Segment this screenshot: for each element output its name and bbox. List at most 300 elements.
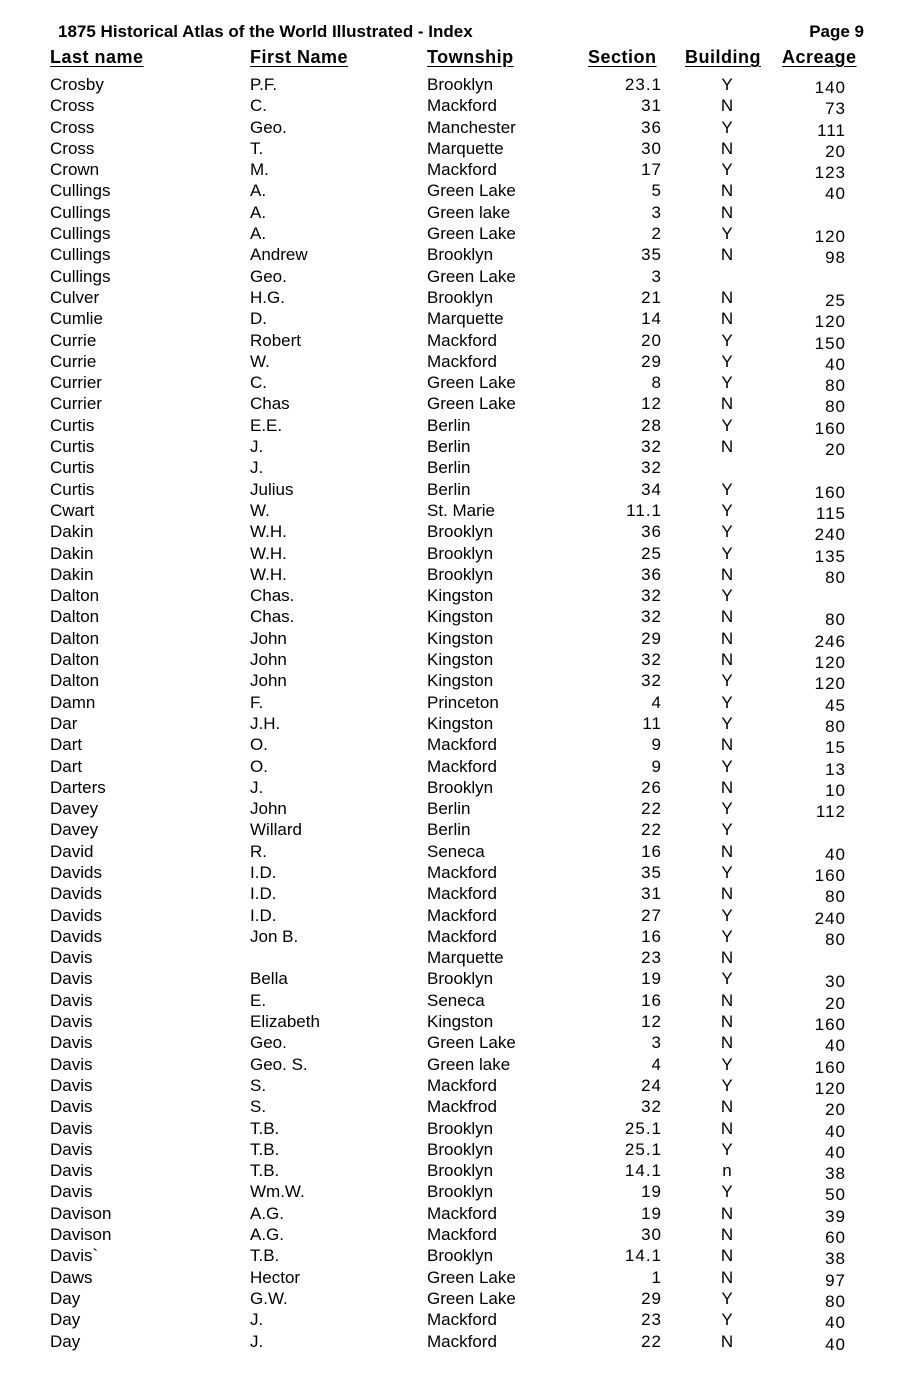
header-last-name: Last name [50, 47, 144, 67]
last-name-cell: Cullings [50, 245, 111, 265]
acreage-cell: 80 [825, 887, 846, 907]
first-name-cell: A.G. [250, 1225, 285, 1245]
last-name-cell: Davison [50, 1225, 112, 1245]
building-cell: N [720, 990, 734, 1010]
acreage-cell: 13 [825, 759, 846, 779]
building-cell: Y [721, 1182, 733, 1202]
acreage-cell: 115 [815, 503, 846, 523]
building-cell: N [720, 1331, 734, 1351]
column-headers [0, 47, 907, 71]
acreage-cell: 120 [814, 227, 846, 247]
section-cell: 36 [641, 117, 662, 137]
acreage-cell: 73 [825, 99, 846, 119]
building-cell: Y [721, 713, 733, 733]
section-cell: 32 [641, 1097, 662, 1117]
last-name-cell: Davis [50, 1054, 93, 1074]
township-cell: Kingston [427, 713, 494, 733]
first-name-cell: J. [250, 458, 264, 478]
table-row [0, 564, 907, 585]
table-row [0, 330, 907, 351]
section-cell: 12 [641, 394, 662, 414]
building-cell: N [720, 1267, 734, 1287]
acreage-cell: 240 [814, 908, 846, 928]
last-name-cell: Davis [50, 1075, 93, 1095]
building-cell: N [720, 181, 734, 201]
acreage-cell: 123 [814, 163, 846, 183]
section-cell: 30 [641, 1225, 662, 1245]
table-row [0, 1288, 907, 1309]
acreage-cell: 38 [825, 1164, 846, 1184]
table-row [0, 1181, 907, 1205]
first-name-cell: J. [250, 1310, 264, 1330]
building-cell: N [720, 202, 734, 222]
first-name-cell: C. [250, 96, 267, 116]
table-row [0, 1331, 907, 1352]
building-cell: Y [721, 160, 733, 180]
first-name-cell: E.E. [250, 415, 283, 435]
section-cell: 23.1 [624, 75, 662, 94]
table-row [0, 308, 907, 332]
township-cell: Kingston [427, 628, 494, 648]
section-cell: 3 [651, 202, 662, 222]
last-name-cell: Daws [50, 1267, 93, 1287]
acreage-cell: 20 [825, 993, 846, 1013]
township-cell: Berlin [427, 437, 471, 457]
township-cell: St. Marie [427, 500, 496, 520]
building-cell: Y [721, 543, 733, 563]
acreage-cell: 98 [825, 248, 846, 268]
building-cell: Y [721, 926, 733, 946]
first-name-cell: John [250, 799, 287, 819]
acreage-cell: 160 [814, 1015, 846, 1035]
first-name-cell: E. [250, 990, 267, 1010]
first-name-cell: Robert [250, 330, 302, 350]
table-row [0, 180, 907, 204]
acreage-cell: 160 [814, 1057, 846, 1077]
building-cell: N [720, 564, 734, 584]
last-name-cell: Curtis [50, 479, 95, 499]
township-cell: Mackford [427, 1203, 497, 1223]
township-cell: Brooklyn [427, 1182, 494, 1202]
section-cell: 22 [641, 799, 662, 819]
first-name-cell: Geo. [250, 1033, 287, 1053]
township-cell: Berlin [427, 415, 471, 435]
building-cell: n [722, 1161, 732, 1181]
acreage-cell: 38 [825, 1249, 846, 1269]
acreage-cell: 80 [825, 610, 846, 630]
section-cell: 16 [641, 926, 662, 946]
table-row [0, 223, 907, 247]
building-cell: Y [721, 671, 733, 691]
table-row [0, 372, 907, 396]
first-name-cell: Hector [250, 1267, 301, 1287]
township-cell: Kingston [427, 607, 494, 627]
acreage-cell: 39 [825, 1206, 846, 1226]
building-cell: Y [721, 862, 733, 882]
acreage-cell: 45 [825, 695, 846, 715]
acreage-cell: 80 [825, 1291, 846, 1311]
last-name-cell: Dar [50, 713, 78, 733]
township-cell: Berlin [427, 820, 471, 840]
section-cell: 19 [641, 1182, 662, 1202]
last-name-cell: Day [50, 1331, 81, 1351]
township-cell: Berlin [427, 479, 471, 499]
first-name-cell: Geo. S. [250, 1054, 308, 1074]
township-cell: Manchester [427, 117, 516, 137]
township-cell: Kingston [427, 671, 494, 691]
page-number: Page 9 [809, 22, 864, 41]
acreage-cell: 40 [825, 1121, 846, 1141]
building-cell: Y [721, 117, 733, 137]
section-cell: 35 [641, 862, 662, 882]
building-cell: Y [721, 415, 733, 435]
acreage-cell: 120 [814, 674, 846, 694]
header-building: Building [685, 47, 761, 67]
acreage-cell: 160 [814, 418, 846, 438]
acreage-cell: 135 [814, 546, 846, 566]
acreage-cell: 20 [825, 141, 846, 161]
township-cell: Green lake [427, 202, 511, 222]
table-row [0, 713, 907, 734]
last-name-cell: Dalton [50, 628, 100, 648]
first-name-cell: T.B. [250, 1161, 280, 1181]
first-name-cell: Andrew [250, 245, 308, 265]
acreage-cell: 50 [825, 1185, 846, 1205]
building-cell: Y [721, 75, 733, 94]
first-name-cell: Bella [250, 969, 288, 989]
township-cell: Mackford [427, 1331, 497, 1351]
table-row [0, 159, 907, 183]
table-row [0, 692, 907, 713]
table-row [0, 606, 907, 630]
township-cell: Brooklyn [427, 75, 494, 94]
last-name-cell: Davis [50, 948, 93, 968]
section-cell: 29 [641, 628, 662, 648]
township-cell: Green Lake [427, 181, 516, 201]
table-row [0, 670, 907, 694]
last-name-cell: Davis [50, 1139, 93, 1159]
township-cell: Brooklyn [427, 969, 494, 989]
acreage-cell: 60 [825, 1228, 846, 1248]
building-cell: N [720, 1246, 734, 1266]
last-name-cell: Darters [50, 777, 106, 797]
township-cell: Berlin [427, 799, 471, 819]
acreage-cell: 40 [825, 844, 846, 864]
township-cell: Mackford [427, 756, 497, 776]
building-cell: N [720, 96, 734, 116]
last-name-cell: Cross [50, 117, 95, 137]
acreage-cell: 120 [814, 1078, 846, 1098]
table-row [0, 1309, 907, 1333]
township-cell: Green Lake [427, 373, 516, 393]
header-acreage: Acreage [782, 47, 857, 67]
first-name-cell: D. [250, 309, 267, 329]
acreage-cell: 112 [815, 802, 846, 822]
building-cell: N [720, 1012, 734, 1032]
township-cell: Brooklyn [427, 1139, 494, 1159]
township-cell: Brooklyn [427, 522, 494, 542]
index-table-body [0, 74, 907, 1352]
section-cell: 11 [642, 713, 662, 733]
section-cell: 26 [641, 777, 662, 797]
section-cell: 16 [641, 990, 662, 1010]
last-name-cell: Day [50, 1310, 81, 1330]
last-name-cell: David [50, 841, 94, 861]
first-name-cell: A. [250, 181, 267, 201]
table-row [0, 862, 907, 883]
building-cell: N [720, 437, 734, 457]
last-name-cell: Davis [50, 1182, 93, 1202]
building-cell: N [720, 245, 734, 265]
section-cell: 3 [651, 1033, 662, 1053]
last-name-cell: Dalton [50, 671, 100, 691]
table-row [0, 947, 907, 968]
section-cell: 36 [641, 522, 662, 542]
section-cell: 22 [641, 820, 662, 840]
table-row [0, 457, 907, 478]
table-row [0, 1267, 907, 1288]
section-cell: 32 [641, 586, 662, 606]
section-cell: 1 [651, 1267, 662, 1287]
acreage-cell: 160 [814, 482, 846, 502]
acreage-cell: 40 [825, 184, 846, 204]
section-cell: 9 [651, 756, 662, 776]
last-name-cell: Davis [50, 1033, 93, 1053]
last-name-cell: Dakin [50, 564, 94, 584]
township-cell: Kingston [427, 650, 494, 670]
table-row [0, 1096, 907, 1120]
township-cell: Mackford [427, 905, 497, 925]
section-cell: 29 [641, 351, 662, 371]
first-name-cell: A. [250, 224, 267, 244]
first-name-cell: I.D. [250, 884, 277, 904]
acreage-cell: 120 [814, 312, 846, 332]
township-cell: Green Lake [427, 266, 516, 286]
acreage-cell: 80 [825, 567, 846, 587]
table-row [0, 1139, 907, 1160]
township-cell: Mackford [427, 926, 497, 946]
last-name-cell: Davids [50, 905, 102, 925]
first-name-cell: Willard [250, 820, 302, 840]
table-row [0, 1118, 907, 1139]
acreage-cell: 140 [814, 78, 846, 97]
first-name-cell: A. [250, 202, 267, 222]
township-cell: Brooklyn [427, 287, 494, 307]
table-row [0, 819, 907, 840]
last-name-cell: Davids [50, 926, 102, 946]
acreage-cell: 111 [817, 120, 846, 140]
last-name-cell: Crosby [50, 75, 104, 94]
building-cell: Y [721, 1139, 733, 1159]
building-cell: Y [721, 522, 733, 542]
township-cell: Mackford [427, 884, 497, 904]
acreage-cell: 97 [825, 1270, 846, 1290]
first-name-cell: Chas. [250, 586, 295, 606]
building-cell: N [720, 1203, 734, 1223]
last-name-cell: Dalton [50, 607, 100, 627]
building-cell: Y [721, 820, 733, 840]
acreage-cell: 80 [825, 716, 846, 736]
section-cell: 20 [641, 330, 662, 350]
table-row [0, 1203, 907, 1224]
building-cell: N [720, 841, 734, 861]
township-cell: Mackford [427, 735, 497, 755]
township-cell: Green lake [427, 1054, 511, 1074]
building-cell: N [720, 1225, 734, 1245]
building-cell: Y [721, 373, 733, 393]
first-name-cell: Wm.W. [250, 1182, 305, 1202]
header-section: Section [588, 47, 657, 67]
acreage-cell: 30 [825, 972, 846, 992]
page-title: 1875 Historical Atlas of the World Illustrated - Index [58, 22, 473, 41]
section-cell: 9 [651, 735, 662, 755]
section-cell: 22 [641, 1331, 662, 1351]
building-cell: N [720, 628, 734, 648]
last-name-cell: Cross [50, 138, 95, 158]
building-cell: Y [721, 756, 733, 776]
section-cell: 25.1 [624, 1139, 662, 1159]
first-name-cell: C. [250, 373, 267, 393]
last-name-cell: Currie [50, 330, 97, 350]
acreage-cell: 240 [814, 525, 846, 545]
section-cell: 2 [651, 224, 662, 244]
first-name-cell: S. [250, 1075, 267, 1095]
township-cell: Green Lake [427, 1267, 516, 1287]
table-row [0, 905, 907, 926]
table-row [0, 798, 907, 822]
building-cell: Y [721, 330, 733, 350]
building-cell: N [720, 394, 734, 414]
section-cell: 5 [651, 181, 662, 201]
section-cell: 21 [641, 287, 662, 307]
building-cell: Y [721, 1310, 733, 1330]
last-name-cell: Cullings [50, 266, 111, 286]
last-name-cell: Dalton [50, 586, 100, 606]
acreage-cell: 40 [825, 1036, 846, 1056]
table-row [0, 393, 907, 417]
township-cell: Kingston [427, 1012, 494, 1032]
building-cell: N [720, 1097, 734, 1117]
last-name-cell: Davis [50, 990, 93, 1010]
section-cell: 32 [641, 437, 662, 457]
first-name-cell: S. [250, 1097, 267, 1117]
last-name-cell: Dakin [50, 543, 94, 563]
township-cell: Mackford [427, 862, 497, 882]
building-cell: Y [721, 905, 733, 925]
acreage-cell: 20 [825, 1100, 846, 1120]
last-name-cell: Damn [50, 692, 96, 712]
section-cell: 23 [641, 1310, 662, 1330]
township-cell: Mackfrod [427, 1097, 497, 1117]
last-name-cell: Davids [50, 884, 102, 904]
acreage-cell: 80 [825, 376, 846, 396]
township-cell: Green Lake [427, 1288, 516, 1308]
section-cell: 25.1 [624, 1118, 662, 1138]
last-name-cell: Davison [50, 1203, 112, 1223]
first-name-cell: J. [250, 777, 264, 797]
first-name-cell: J.H. [250, 713, 281, 733]
section-cell: 14.1 [624, 1246, 662, 1266]
section-cell: 31 [641, 884, 662, 904]
last-name-cell: Davey [50, 799, 99, 819]
first-name-cell: W. [250, 351, 270, 371]
last-name-cell: Cwart [50, 500, 95, 520]
first-name-cell: J. [250, 437, 264, 457]
acreage-cell: 40 [825, 1334, 846, 1354]
township-cell: Mackford [427, 351, 497, 371]
last-name-cell: Davis [50, 969, 93, 989]
last-name-cell: Curtis [50, 415, 95, 435]
table-row [0, 756, 907, 777]
header-first-name: First Name [250, 47, 349, 67]
building-cell: Y [721, 586, 733, 606]
table-row [0, 74, 907, 95]
last-name-cell: Cullings [50, 224, 111, 244]
last-name-cell: Davis [50, 1012, 93, 1032]
table-row [0, 500, 907, 521]
building-cell: Y [721, 224, 733, 244]
acreage-cell: 120 [814, 653, 846, 673]
last-name-cell: Davey [50, 820, 99, 840]
building-cell: N [720, 884, 734, 904]
township-cell: Brooklyn [427, 543, 494, 563]
building-cell: Y [721, 1288, 733, 1308]
table-row [0, 649, 907, 673]
first-name-cell: W.H. [250, 543, 287, 563]
table-row [0, 1075, 907, 1096]
section-cell: 19 [641, 1203, 662, 1223]
building-cell: Y [721, 799, 733, 819]
last-name-cell: Currie [50, 351, 97, 371]
township-cell: Mackford [427, 330, 497, 350]
last-name-cell: Davids [50, 862, 102, 882]
building-cell: N [720, 1033, 734, 1053]
township-cell: Brooklyn [427, 564, 494, 584]
township-cell: Brooklyn [427, 1246, 494, 1266]
first-name-cell: P.F. [250, 75, 278, 94]
building-cell: Y [721, 351, 733, 371]
table-row [0, 990, 907, 1011]
section-cell: 12 [641, 1012, 662, 1032]
first-name-cell: John [250, 671, 287, 691]
last-name-cell: Cullings [50, 181, 111, 201]
building-cell: Y [721, 479, 733, 499]
section-cell: 32 [641, 607, 662, 627]
acreage-cell: 80 [825, 397, 846, 417]
township-cell: Seneca [427, 841, 485, 861]
last-name-cell: Currier [50, 394, 102, 414]
section-cell: 30 [641, 138, 662, 158]
table-row [0, 1245, 907, 1269]
township-cell: Marquette [427, 948, 504, 968]
first-name-cell: F. [250, 692, 264, 712]
first-name-cell: H.G. [250, 287, 285, 307]
township-cell: Brooklyn [427, 1161, 494, 1181]
section-cell: 24 [641, 1075, 662, 1095]
acreage-cell: 246 [814, 631, 846, 651]
section-cell: 4 [651, 692, 662, 712]
acreage-cell: 10 [825, 780, 846, 800]
township-cell: Green Lake [427, 394, 516, 414]
first-name-cell: Julius [250, 479, 294, 499]
table-row [0, 841, 907, 862]
township-cell: Brooklyn [427, 1118, 494, 1138]
building-cell: N [720, 735, 734, 755]
building-cell: N [720, 650, 734, 670]
section-cell: 16 [641, 841, 662, 861]
acreage-cell: 25 [825, 290, 846, 310]
township-cell: Mackford [427, 96, 497, 116]
